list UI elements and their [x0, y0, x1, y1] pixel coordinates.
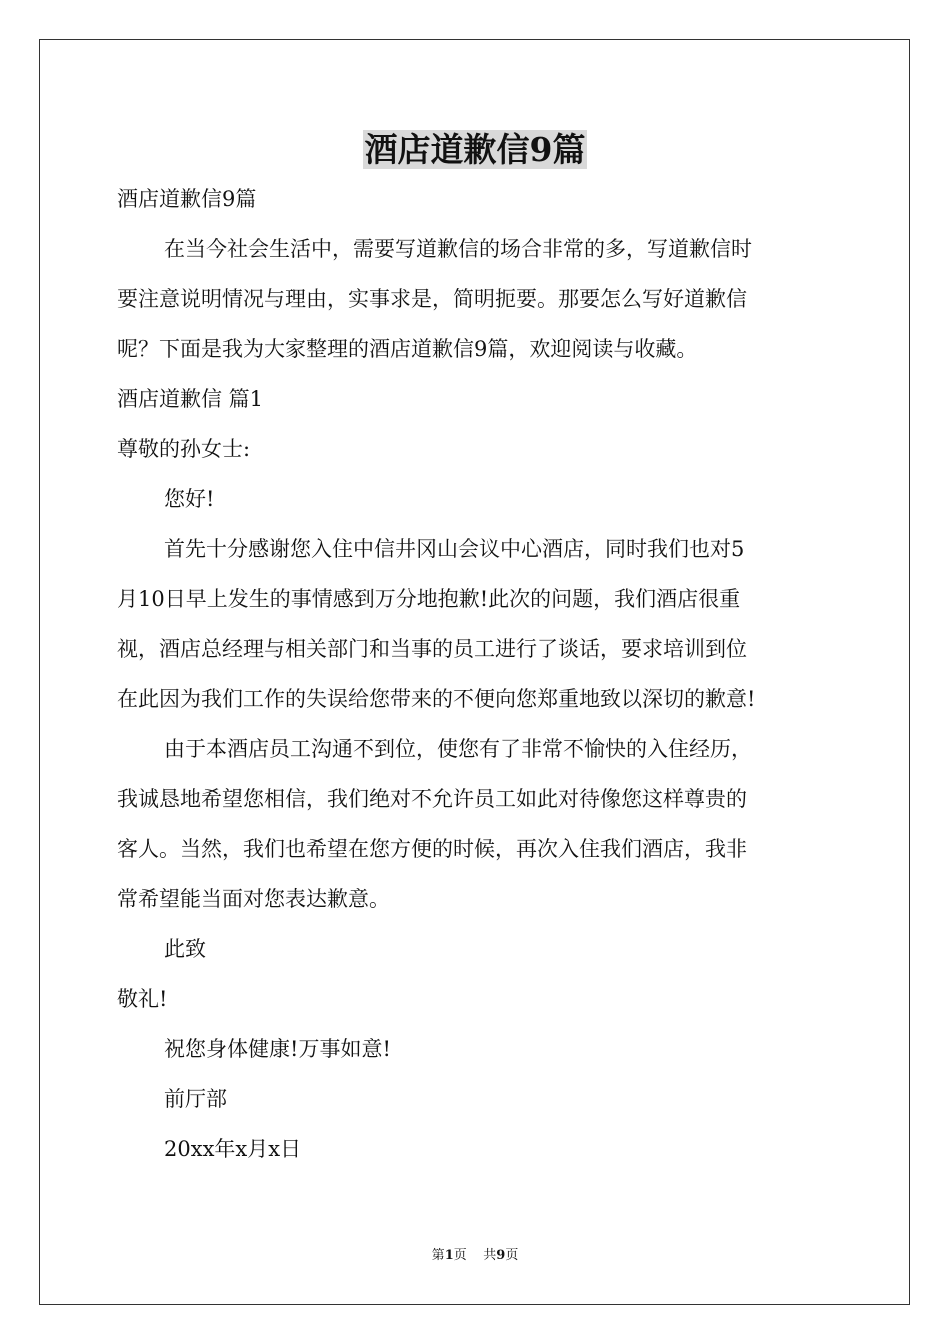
footer-page-number: 1: [444, 1248, 454, 1263]
signature-department: 前厅部: [164, 1087, 227, 1111]
body-line-7: 客人。当然，我们也希望在您方便的时候，再次入住我们酒店，我非: [117, 837, 747, 861]
greeting: 您好!: [164, 487, 215, 511]
salutation: 尊敬的孙女士:: [117, 437, 251, 461]
section-heading: 酒店道歉信 篇1: [117, 387, 264, 411]
closing-2: 敬礼!: [117, 987, 168, 1011]
body-line-6: 我诚恳地希望您相信，我们绝对不允许员工如此对待像您这样尊贵的: [117, 787, 747, 811]
body-line-2: 月10日早上发生的事情感到万分地抱歉!此次的问题，我们酒店很重: [117, 587, 741, 611]
footer-suffix: 页: [505, 1248, 519, 1263]
subtitle-line: 酒店道歉信9篇: [117, 187, 257, 211]
page-footer: [0, 1246, 950, 1266]
document-title: 酒店道歉信9篇: [364, 130, 586, 169]
footer-total-pages: 9: [496, 1248, 506, 1263]
body-line-8: 常希望能当面对您表达歉意。: [117, 887, 390, 911]
intro-line-1: 在当今社会生活中，需要写道歉信的场合非常的多，写道歉信时: [164, 237, 752, 261]
body-line-5: 由于本酒店员工沟通不到位，使您有了非常不愉快的入住经历，: [164, 737, 752, 761]
intro-line-3: 呢？下面是我为大家整理的酒店道歉信9篇，欢迎阅读与收藏。: [117, 337, 698, 361]
intro-line-2: 要注意说明情况与理由，实事求是，简明扼要。那要怎么写好道歉信: [117, 287, 747, 311]
body-line-3: 视，酒店总经理与相关部门和当事的员工进行了谈话，要求培训到位: [117, 637, 747, 661]
body-line-1: 首先十分感谢您入住中信井冈山会议中心酒店，同时我们也对5: [164, 537, 745, 561]
wishes: 祝您身体健康!万事如意!: [164, 1037, 391, 1061]
closing-1: 此致: [164, 937, 206, 961]
page-border: [39, 39, 910, 1305]
body-line-4: 在此因为我们工作的失误给您带来的不便向您郑重地致以深切的歉意!: [117, 687, 756, 711]
footer-prefix: 第: [431, 1248, 445, 1263]
footer-mid: 页 共: [453, 1248, 497, 1263]
signature-date: 20xx年x月x日: [164, 1137, 302, 1161]
